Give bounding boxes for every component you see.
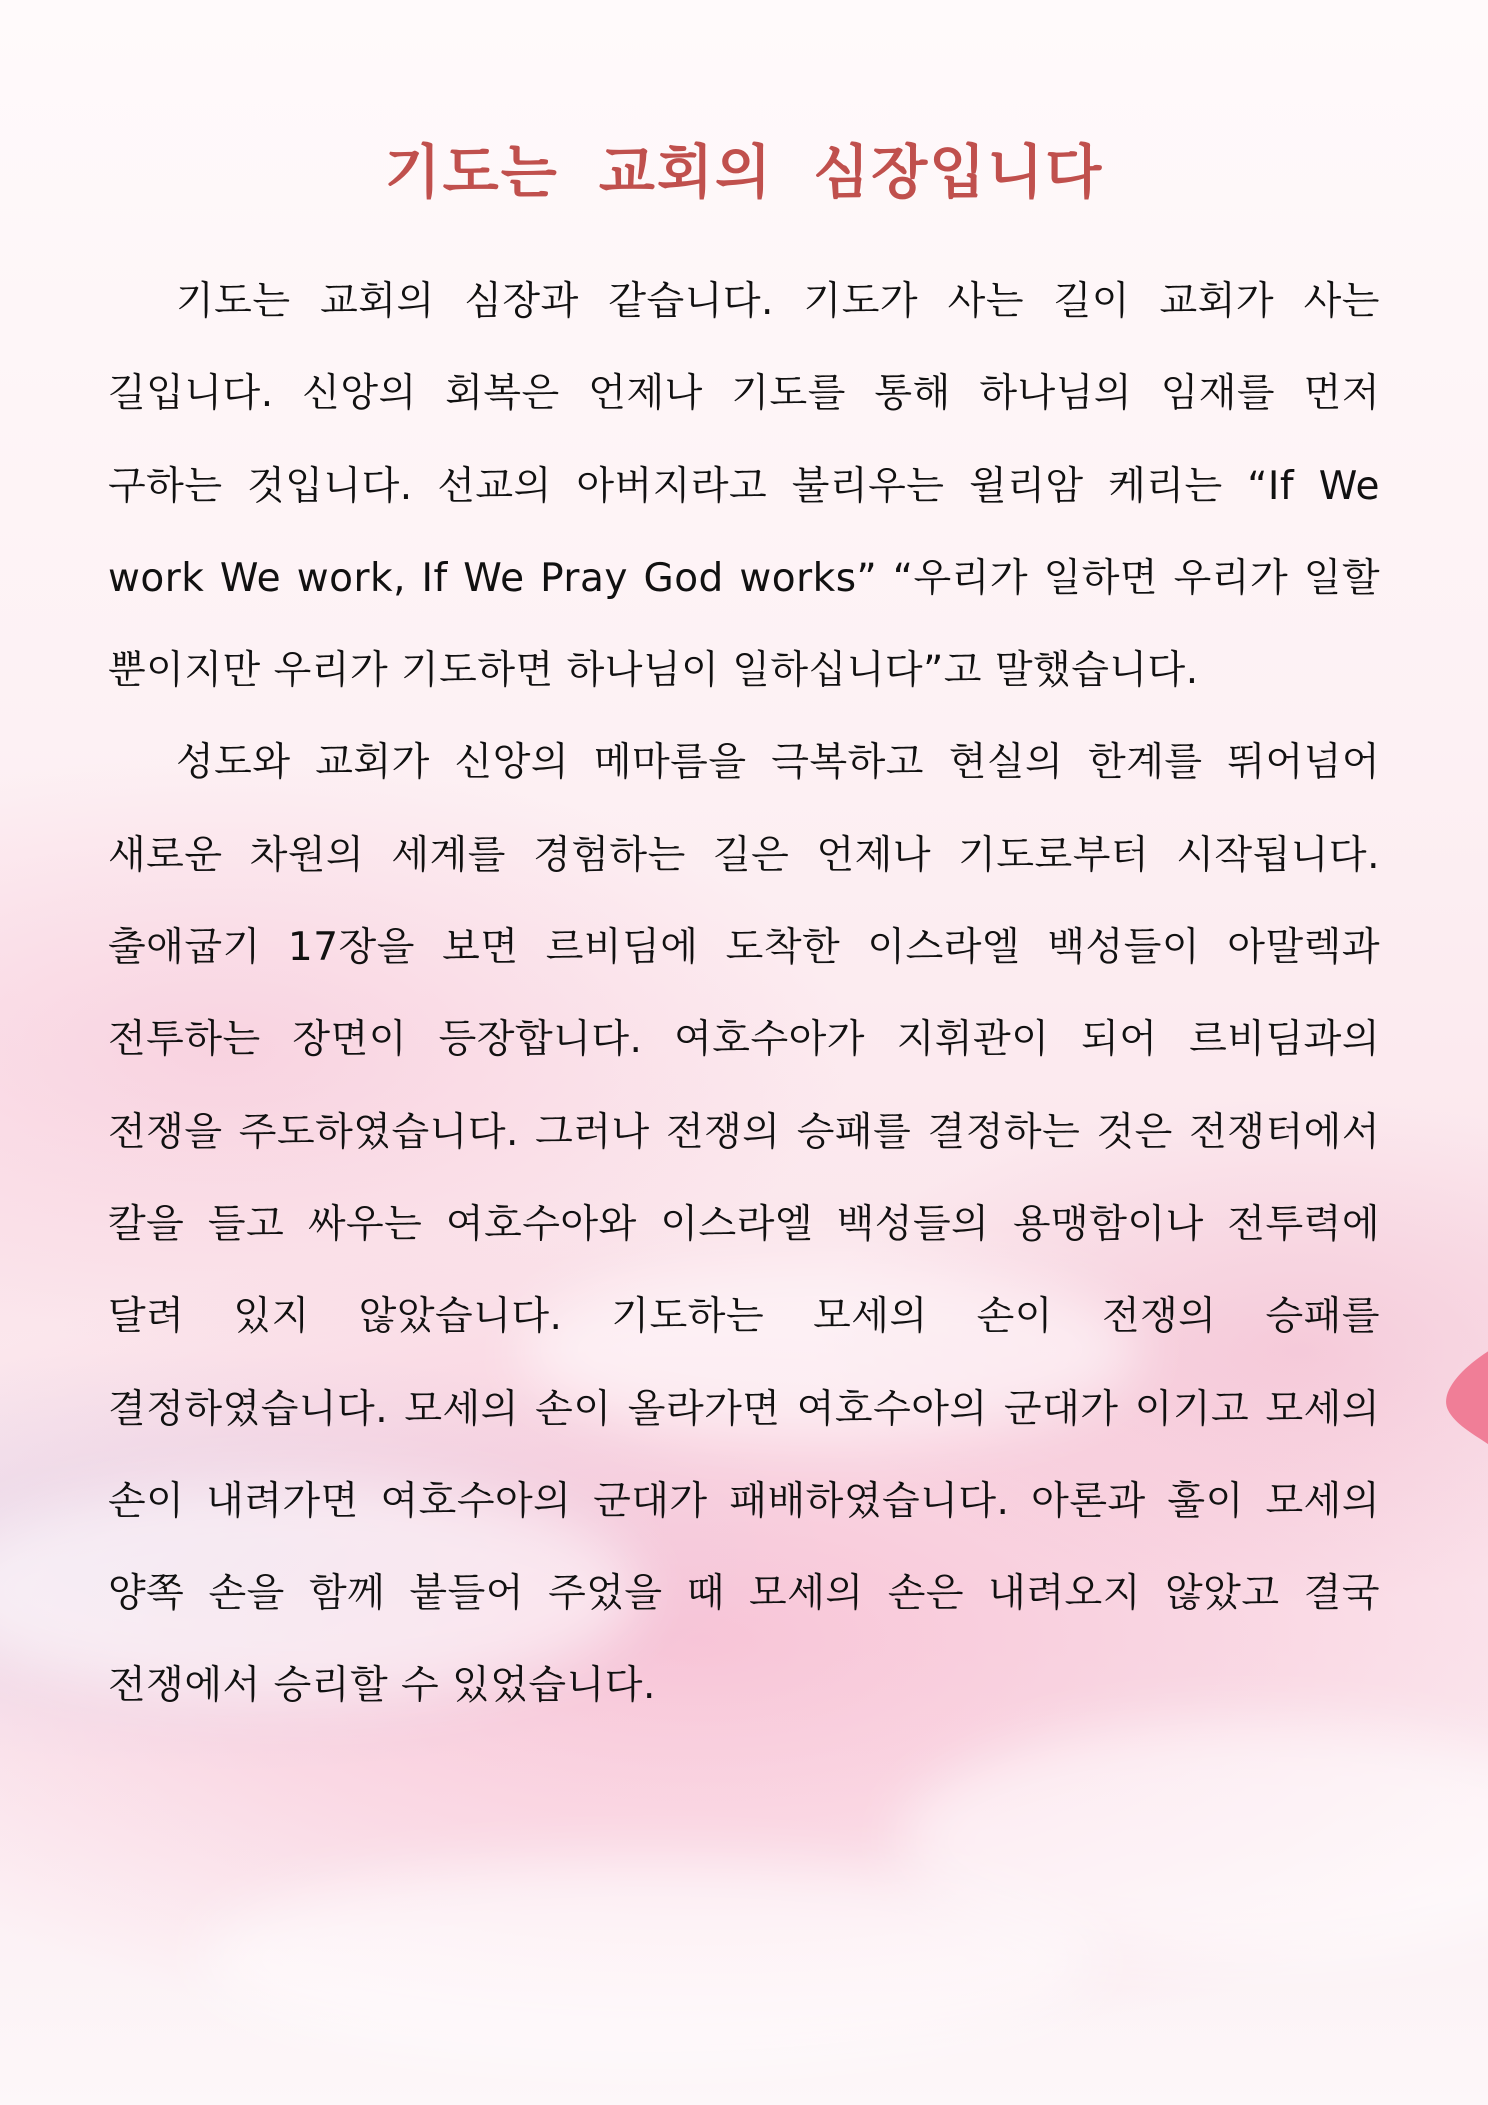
background-cloud	[200, 1860, 1100, 2060]
paragraph: 기도는 교회의 심장과 같습니다. 기도가 사는 길이 교회가 사는 길입니다. 신앙의 회복은 언제나 기도를 통해 하나님의 임재를 먼저 구하는 것입니다. 선교의 아버지라고 불리우는 윌리암 케리는 “If We work We work, If We Pray God works” “우리가 일하면 우리가 일할 뿐이지만 우리가 기도하면 하나님이 일하십니다”고 말했습니다.	[108, 279, 1380, 694]
document-body	[108, 256, 1380, 1733]
petal-decoration-icon	[1428, 1340, 1488, 1460]
paragraph: 성도와 교회가 신앙의 메마름을 극복하고 현실의 한계를 뛰어넘어 새로운 차원의 세계를 경험하는 길은 언제나 기도로부터 시작됩니다. 출애굽기 17장을 보면 르비딤에 도착한 이스라엘 백성들이 아말렉과 전투하는 장면이 등장합니다. 여호수아가 지휘관이 되어 르비딤과의 전쟁을 주도하였습니다. 그러나 전쟁의 승패를 결정하는 것은 전쟁터에서 칼을 들고 싸우는 여호수아와 이스라엘 백성들의 용맹함이나 전투력에 달려 있지 않았습니다. 기도하는 모세의 손이 전쟁의 승패를 결정하였습니다. 모세의 손이 올라가면 여호수아의 군대가 이기고 모세의 손이 내려가면 여호수아의 군대가 패배하였습니다. 아론과 훌이 모세의 양쪽 손을 함께 붙들어 주었을 때 모세의 손은 내려오지 않았고 결국 전쟁에서 승리할 수 있었습니다.	[108, 740, 1380, 1709]
page-title: 기도는 교회의 심장입니다	[384, 138, 1104, 206]
